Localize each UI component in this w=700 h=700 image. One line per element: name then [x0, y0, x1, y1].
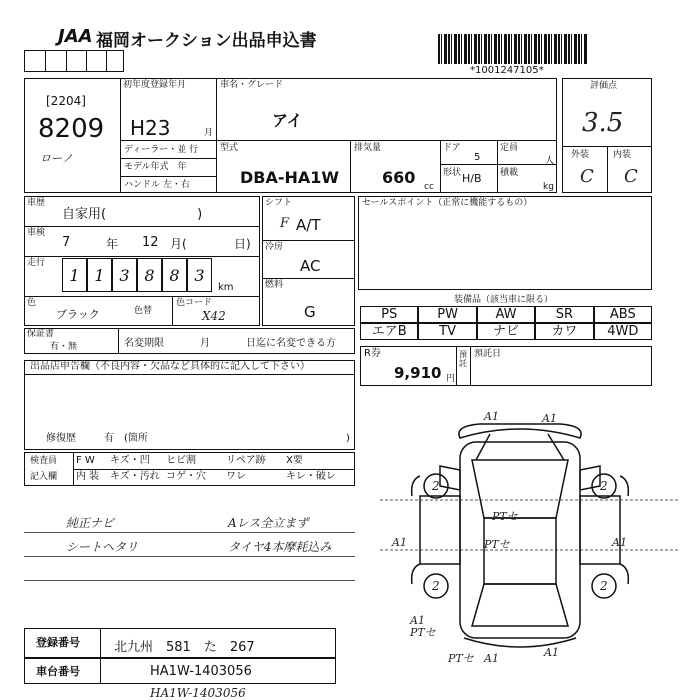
- stamp-boxes: [24, 50, 124, 72]
- capacity-unit: 人: [545, 156, 555, 166]
- chassis-label: 車台番号: [36, 665, 80, 678]
- sales-point-label: セールスポイント（正常に機能するもの）: [362, 198, 533, 208]
- color-code-label: 色コード: [176, 298, 213, 308]
- equipment-cell: ABS: [594, 306, 652, 323]
- chassis-handwritten: HA1W-1403056: [150, 686, 246, 700]
- mileage-label: 走行: [27, 258, 46, 268]
- car-name-value: アイ: [272, 111, 303, 130]
- lot-number: 8209: [38, 114, 105, 144]
- front-bumper-outline: [459, 424, 581, 438]
- dealer-label: ディーラー・並 行: [124, 145, 199, 155]
- inspection-month: 12: [142, 235, 159, 250]
- form-title: 福岡オークション出品申込書: [96, 31, 317, 51]
- body-outline: [460, 442, 580, 638]
- lot-sub: ローノ: [40, 152, 73, 165]
- ac-value: AC: [300, 257, 321, 275]
- load-unit: kg: [543, 182, 554, 192]
- plate-value: 北九州 581 た 267: [114, 640, 255, 655]
- chassis-value: HA1W-1403056: [150, 664, 252, 679]
- inspector-item: キレ・破レ: [286, 471, 336, 482]
- mark-pt-bottom-left: PTセ: [410, 626, 436, 639]
- inspection-month-unit: 月(: [170, 237, 187, 251]
- logo: JAA: [58, 26, 93, 47]
- same-day-label: 日迄に名変できる方: [246, 338, 336, 349]
- shift-value: A/T: [296, 216, 321, 234]
- fuel-value: G: [304, 303, 316, 321]
- documents-label: 保証書: [27, 329, 55, 339]
- displacement-label: 排気量: [354, 143, 382, 153]
- wheel-rr-mark: 2: [600, 579, 608, 593]
- note-right: タイヤ4本摩耗込み: [228, 540, 332, 554]
- documents-value: 有・無: [50, 342, 78, 352]
- registration-year: H23: [130, 116, 171, 140]
- deposit-label: 預託: [459, 350, 467, 368]
- mark-left: A1: [392, 536, 407, 549]
- recycle-value: 9,910: [394, 364, 442, 382]
- equipment-cell: エアB: [360, 323, 418, 340]
- wheel-fl-mark: 2: [432, 479, 440, 493]
- repair-label: 修復歴: [46, 433, 76, 444]
- inspector-item: X要: [286, 455, 303, 466]
- capacity-label: 定員: [500, 143, 519, 153]
- inspection-day-unit: 日): [234, 237, 251, 251]
- equipment-cell: 4WD: [594, 323, 652, 340]
- inspection-year: 7: [62, 235, 71, 250]
- equipment-cell: PS: [360, 306, 418, 323]
- mark-pt-top: PTセ: [492, 510, 518, 523]
- mileage-unit: km: [218, 282, 234, 293]
- inspector-item: キズ・汚れ: [110, 471, 160, 482]
- mark-pt: PTセ: [484, 538, 510, 551]
- mileage-digit: 3: [187, 258, 212, 292]
- note-right: Aレス全立まず: [228, 516, 309, 530]
- mark-bottom-a1: A1: [484, 652, 499, 665]
- car-name-label: 車名・グレード: [220, 80, 284, 90]
- wheel-fr-mark: 2: [600, 479, 608, 493]
- mark-bottom-left: A1: [410, 614, 425, 627]
- equipment-cell: カワ: [535, 323, 593, 340]
- mileage-digit: 8: [162, 258, 187, 292]
- transfer-label: 名変期限: [124, 338, 164, 349]
- inspector-item: ワレ: [226, 471, 246, 482]
- shift-mark: F: [280, 216, 290, 231]
- equipment-cell: ナビ: [477, 323, 535, 340]
- registration-month-label: 月: [204, 128, 214, 138]
- repair-close: ): [346, 433, 350, 444]
- inspector-item: コゲ・穴: [166, 471, 206, 482]
- inspector-item: キズ・凹: [110, 455, 150, 466]
- interior-value: C: [624, 166, 638, 187]
- displacement-value: 660: [382, 168, 416, 187]
- wheel-rl-mark: 2: [432, 579, 440, 593]
- inspector-label-1: 検査員: [30, 456, 58, 466]
- recycle-unit: 円: [446, 374, 456, 384]
- color-value: ブラック: [56, 308, 100, 321]
- barcode: [438, 34, 588, 64]
- equipment-cell: TV: [418, 323, 476, 340]
- inspection-label: 車検: [27, 228, 46, 238]
- car-damage-diagram: [380, 400, 680, 690]
- model-year-label: モデル年式 年: [124, 162, 187, 172]
- shape-value: H/B: [462, 172, 482, 185]
- model-label: 型式: [220, 143, 239, 153]
- color-change-label: 色替: [134, 306, 153, 316]
- load-label: 積載: [500, 168, 519, 178]
- usage-label: 車歴: [27, 198, 46, 208]
- lot-code: [2204]: [46, 94, 86, 108]
- mileage-digit: 1: [87, 258, 112, 292]
- score-label: 評価点: [590, 81, 618, 91]
- doors-label: ドア: [443, 143, 461, 153]
- declaration-label: 出品店申告欄（不良内容・欠品など具体的に記入して下さい）: [30, 361, 310, 372]
- mileage-digit: 8: [137, 258, 162, 292]
- deposit-date-label: 預託日: [474, 349, 502, 359]
- inspector-item: リペア跡: [226, 455, 266, 466]
- recycle-label: R券: [364, 348, 381, 359]
- barcode-text: *1001247105*: [470, 65, 544, 76]
- ac-label: 冷房: [265, 242, 284, 252]
- equipment-label: 装備品（該当車に限る）: [454, 295, 554, 305]
- shift-label: シフト: [265, 198, 293, 208]
- score-value: 3.5: [582, 108, 624, 138]
- inspector-label-2: 記入欄: [30, 472, 58, 482]
- exterior-label: 外装: [571, 150, 590, 160]
- repair-value: 有 (箇所: [104, 433, 148, 444]
- sales-point-block: [358, 196, 652, 290]
- equipment-cell: AW: [477, 306, 535, 323]
- mark-top-right: A1: [542, 412, 557, 425]
- color-label: 色: [27, 298, 37, 308]
- inspector-item: 内 装: [76, 471, 100, 482]
- usage-value: 自家用( ): [62, 207, 203, 222]
- fuel-label: 燃料: [265, 280, 284, 290]
- shape-label: 形状: [443, 168, 462, 178]
- mark-bottom-right: A1: [544, 646, 559, 659]
- mark-pt-bottom: PTセ: [448, 652, 474, 665]
- note-left: シートヘタリ: [66, 540, 139, 554]
- doors-value: 5: [474, 152, 481, 163]
- mileage-digit: 1: [62, 258, 87, 292]
- exterior-value: C: [580, 166, 594, 187]
- color-code-value: X42: [202, 309, 226, 323]
- note-left: 純正ナビ: [66, 516, 115, 530]
- mark-right: A1: [612, 536, 627, 549]
- handle-label: ハンドル 左・右: [124, 180, 190, 190]
- plate-label: 登録番号: [36, 636, 80, 649]
- registration-label: 初年度登録年月: [123, 80, 187, 90]
- equipment-cell: PW: [418, 306, 476, 323]
- mileage-digit: 3: [112, 258, 137, 292]
- interior-label: 内装: [613, 150, 632, 160]
- mark-top-left: A1: [484, 410, 499, 423]
- model-value: DBA-HA1W: [240, 168, 340, 187]
- inspection-year-unit: 年: [106, 237, 119, 251]
- transfer-month-label: 月: [200, 338, 210, 349]
- inspector-item: ヒビ割: [166, 455, 196, 466]
- equipment-cell: SR: [535, 306, 593, 323]
- inspector-item: F W: [76, 455, 95, 466]
- displacement-unit: cc: [424, 182, 434, 192]
